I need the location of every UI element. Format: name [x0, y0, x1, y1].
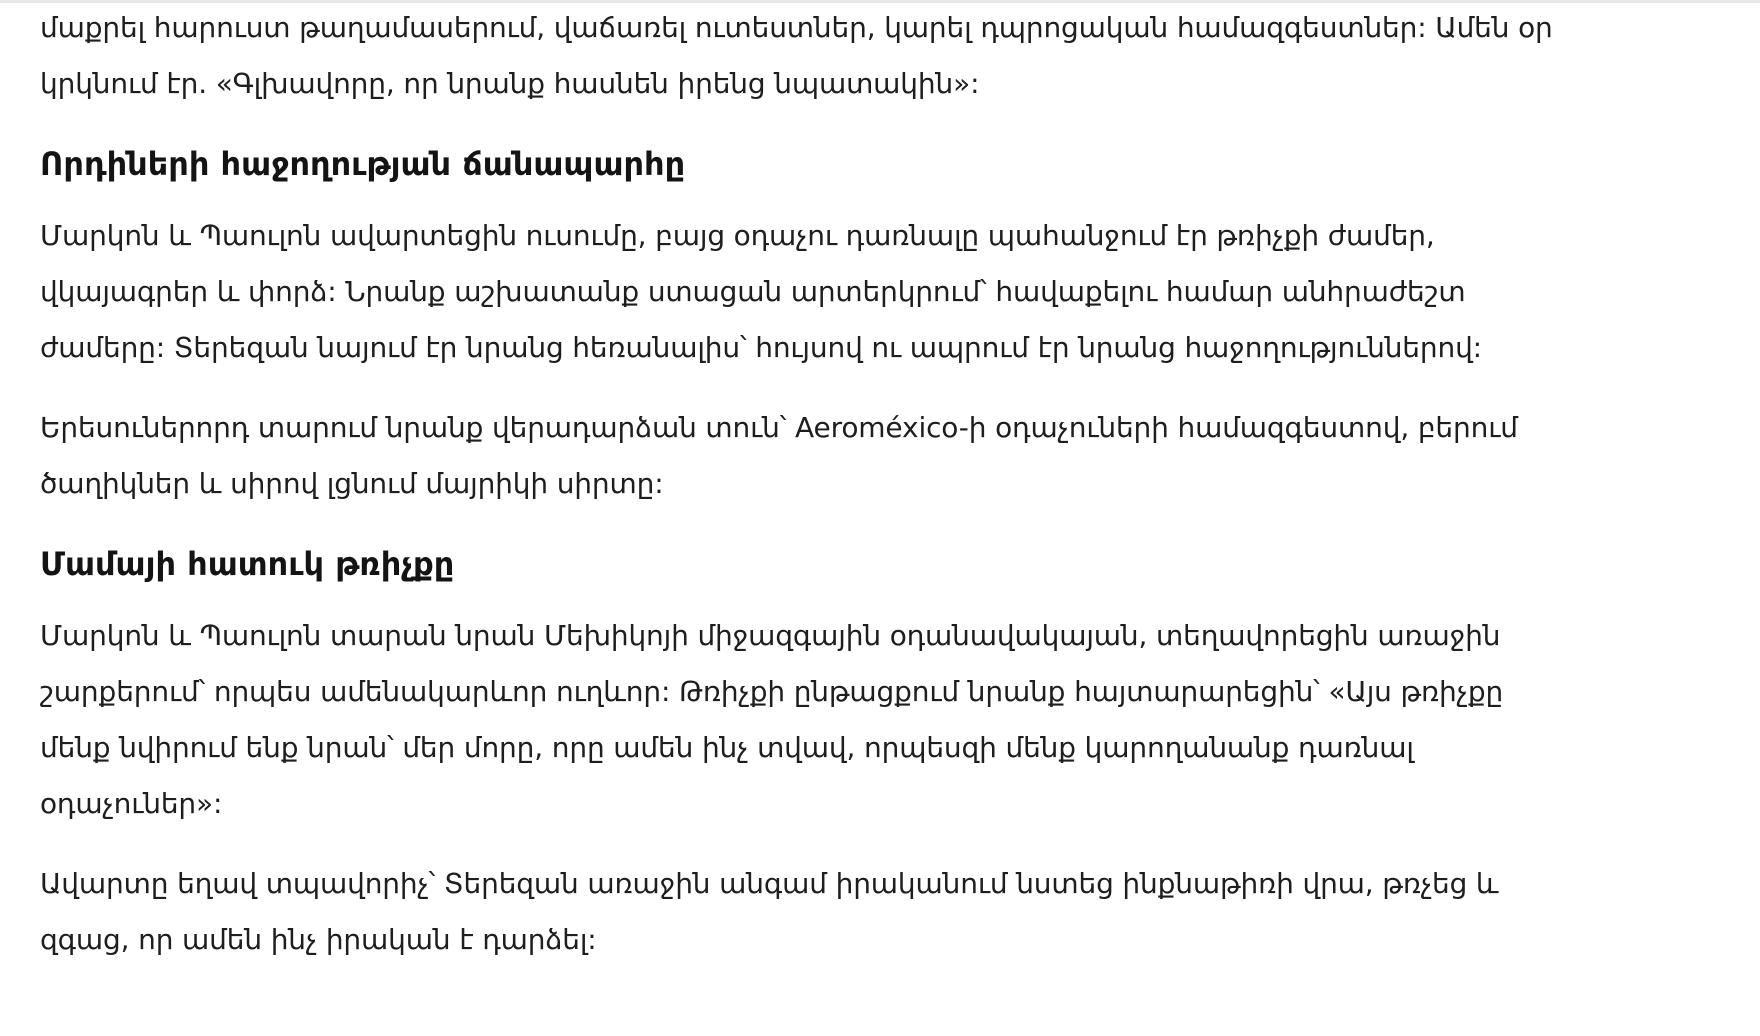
paragraph: Ավարտը եղավ տպավորիչ՝ Տերեզան առաջին անգամ իրականում նստեց ինքնաթիռի վրա, թռչեց և զգաց, որ ամեն ինչ իրական է դարձել:	[40, 867, 1499, 956]
paragraph: Երեսուներորդ տարում նրանք վերադարձան տուն՝ Aeroméxico-ի օդաչուների համազգեստով, բերում ծաղիկներ և սիրով լցնում մայրիկի սիրտը:	[40, 411, 1518, 500]
paragraph-intro-continued: մաքրել հարուստ թաղամասերում, վաճառել ուտեստներ, կարել դպրոցական համազգեստներ: Ամեն օր կրկնում էր. «Գլխավորը, որ նրանք հասնեն իրենց նպատակին»:	[40, 11, 1553, 100]
section-heading: Որդիների հաջողության ճանապարհը	[40, 145, 686, 183]
section-heading: Մամայի հատուկ թռիչքը	[40, 545, 455, 583]
paragraph: Մարկոն և Պաուլոն տարան նրան Մեխիկոյի միջազգային օդանավակայան, տեղավորեցին առաջին շարքերում՝ որպես ամենակարևոր ուղևոր: Թռիչքի ընթացքում նրանք հայտարարեցին՝ «Այս թռիչքը մենք նվիրում ենք նրան՝ մեր մորը, որը ամեն ինչ տվավ, որպեսզի մենք կարողանանք դառնալ օդաչուներ»:	[40, 619, 1504, 820]
section-moms-special-flight	[40, 544, 1580, 968]
article-body	[40, 0, 1580, 968]
section-sons-success	[40, 144, 1580, 512]
paragraph: Մարկոն և Պաուլոն ավարտեցին ուսումը, բայց օդաչու դառնալը պահանջում էր թռիչքի ժամեր, վկայագրեր և փորձ: Նրանք աշխատանք ստացան արտերկրում՝ հավաքելու համար անհրաժեշտ ժամերը: Տերեզան նայում էր նրանց հեռանալիս՝ հույսով ու ապրում էր նրանց հաջողություններով:	[40, 219, 1482, 364]
